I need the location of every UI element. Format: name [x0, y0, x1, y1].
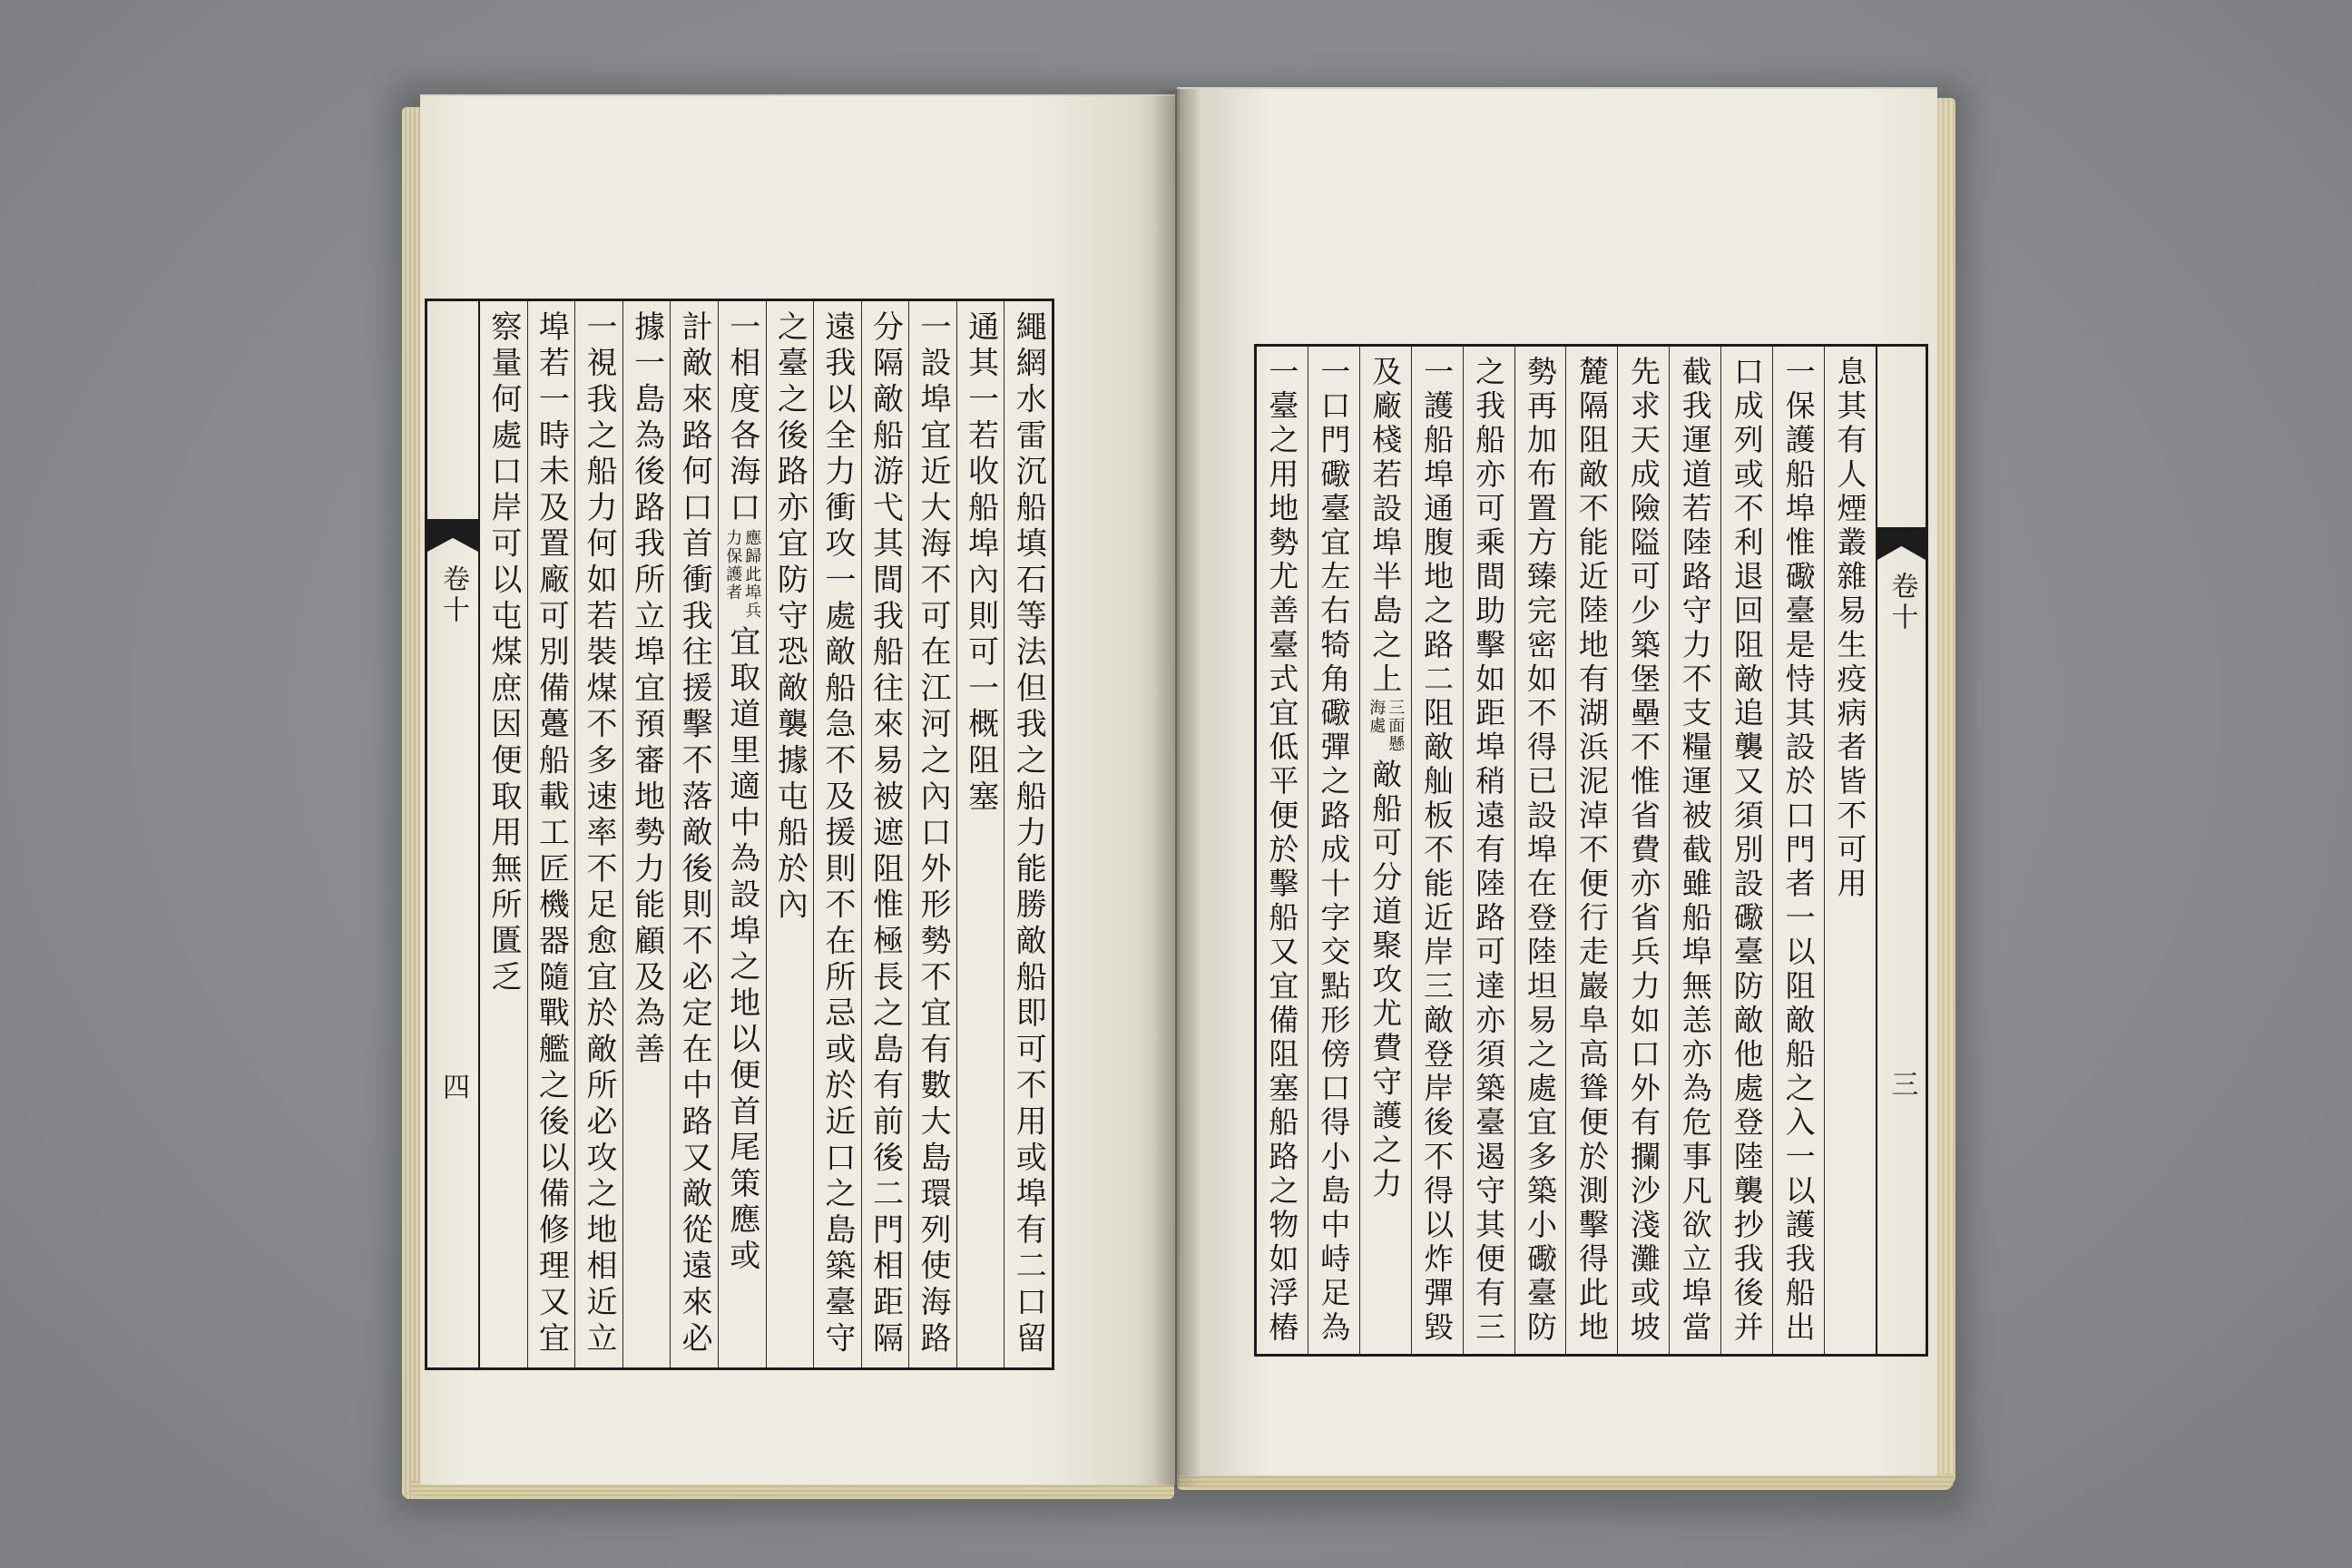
text-column	[527, 301, 575, 1367]
column-text: 息其有人煙叢雜易生疫病者皆不可用	[1832, 356, 1868, 902]
left-page	[420, 94, 1175, 1485]
text-column	[1824, 347, 1876, 1354]
text-column	[956, 301, 1004, 1367]
page-number-text: 四	[437, 1073, 469, 1103]
column-text: 勢再加布置方臻完密如不得已設埠在登陸坦易之處宜多築小礮臺防	[1523, 356, 1558, 1346]
column-text: 一保護船埠惟礮臺是恃其設於口門者一以阻敵船之入一以護我船出	[1780, 356, 1817, 1346]
note-line-left: 力保護者	[723, 528, 743, 602]
text-column	[1514, 347, 1566, 1354]
column-text: 麓隔阻敵不能近陸地有湖浜泥淖不便行走巖阜高聳便於測擊得此地	[1573, 356, 1610, 1346]
page-number	[1877, 1070, 1926, 1101]
column-text: 先求天成險隘可少築堡壘不惟省費亦省兵力如口外有攔沙淺灘或坡	[1625, 356, 1661, 1346]
text-column	[1617, 347, 1669, 1354]
note-line-right: 應歸此埠兵	[742, 528, 762, 620]
column-text: 一設埠宜近大海不可在江河之內口外形勢不宜有數大島環列使海路	[915, 310, 952, 1358]
fishtail-mark	[1877, 527, 1926, 560]
text-column	[574, 301, 622, 1367]
text-column	[1565, 347, 1617, 1354]
right-text-frame	[1254, 344, 1928, 1357]
volume-label-text: 卷十	[1886, 572, 1918, 633]
column-text: 埠若一時未及置廠可別備躉船載工匠機器隨戰艦之後以備修理又宜	[533, 310, 570, 1358]
text-column	[1411, 347, 1463, 1354]
text-column	[1463, 347, 1514, 1354]
note-line-right: 三面懸	[1386, 699, 1406, 753]
text-column	[766, 301, 814, 1367]
text-column	[718, 301, 766, 1367]
column-text: 據一島為後路我所立埠宜預審地勢力能顧及為善	[628, 310, 665, 1069]
text-column	[1720, 347, 1772, 1354]
fishtail-mark	[427, 519, 478, 552]
text-column	[1308, 347, 1359, 1354]
text-column	[480, 301, 527, 1367]
column-text: 計敵來路何口首衝我往援擊不落敵後則不必定在中路又敵從遠來必	[676, 310, 713, 1358]
left-text-columns	[480, 301, 1052, 1367]
left-text-frame	[425, 299, 1054, 1370]
text-column	[1359, 347, 1411, 1354]
column-text: 之我船亦可乘間助擊如距埠稍遠有陸路可達亦須築臺遏守其便有三	[1471, 356, 1507, 1346]
text-column	[670, 301, 718, 1367]
left-page-centre-strip	[427, 301, 480, 1367]
volume-label-text: 卷十	[437, 564, 469, 626]
column-text: 之臺之後路亦宜防守恐敵襲據屯船於內	[771, 310, 808, 925]
right-page	[1177, 87, 1937, 1475]
column-text: 及廠棧若設埠半島之上	[1367, 356, 1404, 697]
note-line-left: 海處	[1367, 699, 1387, 735]
text-column	[622, 301, 671, 1367]
binding-gutter-shadow	[1154, 89, 1201, 1486]
interlinear-note	[1367, 699, 1406, 753]
text-column	[908, 301, 956, 1367]
volume-label	[427, 564, 478, 626]
column-text: 一視我之船力何如若裝煤不多速率不足愈宜於敵所必攻之地相近立	[581, 310, 617, 1358]
column-text: 敵船可分道聚攻尤費守護之力	[1367, 759, 1404, 1202]
column-text: 繩網水雷沉船填石等法但我之船力能勝敵船即可不用或埠有二口留	[1010, 310, 1047, 1358]
text-column	[1772, 347, 1824, 1354]
column-text: 察量何處口岸可以屯煤庶因便取用無所匱乏	[485, 310, 522, 997]
column-text: 宜取道里適中為設埠之地以便首尾策應或	[723, 624, 760, 1276]
page-number	[427, 1073, 478, 1103]
text-column	[861, 301, 909, 1367]
volume-label	[1877, 572, 1926, 633]
right-text-columns	[1257, 347, 1876, 1354]
column-text: 一臺之用地勢尤善臺式宜低平便於擊船又宜備阻塞船路之物如浮樁	[1264, 356, 1300, 1346]
column-text: 一口門礮臺宜左右犄角礮彈之路成十字交點形傍口得小島中峙足為	[1316, 356, 1352, 1346]
text-column	[1257, 347, 1308, 1354]
column-text: 通其一若收船埠內則可一概阻塞	[962, 310, 999, 817]
column-text: 口成列或不利退回阻敵追襲又須別設礮臺防敵他處登陸襲抄我後并	[1729, 356, 1765, 1346]
column-text: 分隔敵船游弋其間我船往來易被遮阻惟極長之島有前後二門相距隔	[867, 310, 904, 1358]
column-text: 截我運道若陸路守力不支糧運被截雖船埠無恙亦為危事凡欲立埠當	[1677, 356, 1713, 1346]
text-column	[813, 301, 861, 1367]
column-text: 遠我以全力衝攻一處敵船急不及援則不在所忌或於近口之島築臺守	[818, 310, 856, 1358]
column-text: 一護船埠通腹地之路二阻敵舢板不能近岸三敵登岸後不得以炸彈毀	[1419, 356, 1455, 1346]
page-number-text: 三	[1886, 1070, 1918, 1101]
right-bottom-stack-edge	[1177, 1474, 1954, 1490]
text-column	[1004, 301, 1052, 1367]
text-column	[1669, 347, 1720, 1354]
right-page-centre-strip	[1876, 347, 1926, 1354]
interlinear-note	[724, 529, 760, 620]
column-text: 一相度各海口	[723, 310, 760, 527]
